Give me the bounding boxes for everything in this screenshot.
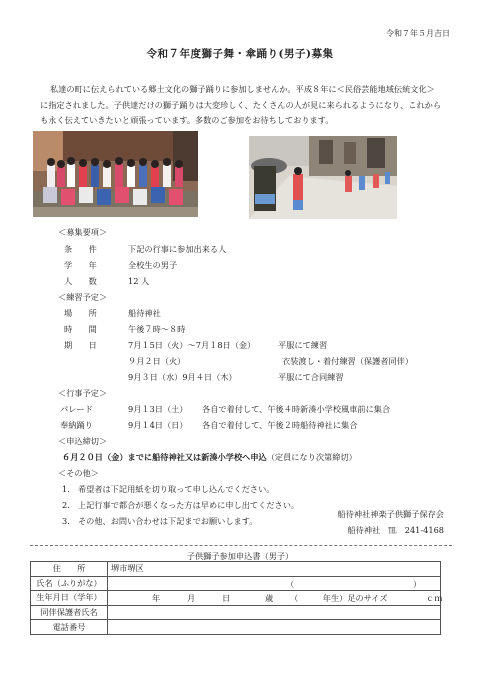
event-desc-parade: 各自で着付して、午後４時新湊小学校風車前に集合 xyxy=(202,404,391,414)
practice-period-label: 期 日 xyxy=(64,340,97,350)
shishi-group-photo xyxy=(33,131,198,217)
application-form xyxy=(30,561,441,635)
deadline-heading: ＜申込締切＞ xyxy=(58,436,108,446)
form-birth-day: 日 xyxy=(222,593,231,604)
other-item-1: 1. 希望者は下記用紙を切り取って申し込んでください。 xyxy=(62,484,275,494)
events-heading: ＜行事予定＞ xyxy=(58,388,108,398)
form-address-field[interactable] xyxy=(108,562,441,577)
event-label-parade: パレード xyxy=(60,404,93,414)
deadline-bold-text: ６月２０日（金）までに船待神社又は新湊小学校へ申込 xyxy=(62,452,267,462)
form-birth-field[interactable] xyxy=(108,591,441,606)
form-row-guardian xyxy=(31,605,441,620)
form-guardian-label: 同伴保護者氏名 xyxy=(31,605,108,620)
form-row-phone xyxy=(31,620,441,635)
form-row-address xyxy=(31,562,441,577)
form-phone-label: 電話番号 xyxy=(31,620,108,635)
form-row-name xyxy=(31,576,441,591)
form-birth-year: 年 xyxy=(152,593,161,604)
recruit-heading: ＜募集要項＞ xyxy=(58,227,108,237)
recruit-value-condition: 下記の行事に参加出来る人 xyxy=(128,244,227,254)
form-address-prefill: 堺市堺区 xyxy=(111,563,144,574)
umbrella-dance-photo xyxy=(249,136,397,219)
event-date-dedication: 9月１4日（日） xyxy=(128,420,188,430)
practice-place: 船待神社 xyxy=(128,308,161,318)
form-name-paren-open: （ xyxy=(286,578,295,589)
org-contact: 船待神社 ℡ 241-4168 xyxy=(347,525,444,535)
practice-place-label: 場 所 xyxy=(64,308,97,318)
deadline-note: （定員になり次第締切） xyxy=(266,452,357,462)
form-phone-field[interactable] xyxy=(108,620,441,635)
form-title: 子供獅子参加申込書（男子） xyxy=(186,551,294,561)
practice-date-3: 9月３日（水）9月４日（木） xyxy=(128,372,237,382)
recruit-value-count: 12 人 xyxy=(128,276,150,286)
event-label-dedication: 奉納踊り xyxy=(60,420,93,430)
event-date-parade: 9月１3日（土） xyxy=(128,404,188,414)
recruit-label-condition: 条 件 xyxy=(64,244,97,254)
practice-note-1: 平服にて練習 xyxy=(278,340,328,350)
other-item-3: 3. その他、お問い合わせは下記までお願いします。 xyxy=(62,516,258,526)
document-title: 令和７年度獅子舞・傘踊り(男子)募集 xyxy=(146,48,334,60)
practice-note-2: 衣装渡し・着付練習（保護者同伴） xyxy=(282,356,414,366)
form-cm-unit: ｃｍ xyxy=(426,593,443,604)
form-address-label: 住 所 xyxy=(31,562,108,577)
practice-time-label: 時 間 xyxy=(64,324,97,334)
recruit-label-grade: 学 年 xyxy=(64,260,97,270)
form-name-field[interactable] xyxy=(108,576,441,591)
other-heading: ＜その他＞ xyxy=(58,468,99,478)
form-row-birth xyxy=(31,591,441,606)
deadline-line xyxy=(62,452,357,463)
form-guardian-field[interactable] xyxy=(108,605,441,620)
practice-note-3: 平服にて合同練習 xyxy=(278,372,344,382)
other-item-2: 2. 上記行事で都合が悪くなった方は早めに申し出てください。 xyxy=(62,500,300,510)
document-date: 令和７年５月吉日 xyxy=(386,29,450,38)
form-grade-foot-size: （ 年生）足のサイズ xyxy=(290,593,388,604)
org-name: 船待神社神楽子供獅子保存会 xyxy=(337,509,444,519)
practice-heading: ＜練習予定＞ xyxy=(58,292,108,302)
practice-date-2: ９月２日（火） xyxy=(128,356,186,366)
practice-time: 午後７時～８時 xyxy=(128,324,186,334)
form-age: 歳 xyxy=(265,593,274,604)
form-birth-label: 生年月日（学年） xyxy=(31,591,108,606)
form-birth-month: 月 xyxy=(187,593,196,604)
recruit-value-grade: 全校生の男子 xyxy=(128,260,178,270)
event-desc-dedication: 各自で着付して、午後２時船待神社に集合 xyxy=(202,420,358,430)
intro-paragraph: 私達の町に伝えられている郷土文化の獅子踊りに参加しませんか。平成８年に＜民俗芸能地域伝統文化＞に指定されました。子供達だけの獅子踊りは大変珍しく、たくさんの人が見に来られるようになり、これからも永く伝えていきたいと頑張っています。多数のご参加をお待ちしております。 xyxy=(40,84,442,125)
recruit-label-count: 人 数 xyxy=(64,276,97,286)
form-name-label: 氏名（ふりがな） xyxy=(31,576,108,591)
practice-date-1: 7月１5日（火）～7月１8日（金） xyxy=(128,340,256,350)
cut-line xyxy=(30,545,452,546)
form-name-paren-close: ） xyxy=(413,578,422,589)
